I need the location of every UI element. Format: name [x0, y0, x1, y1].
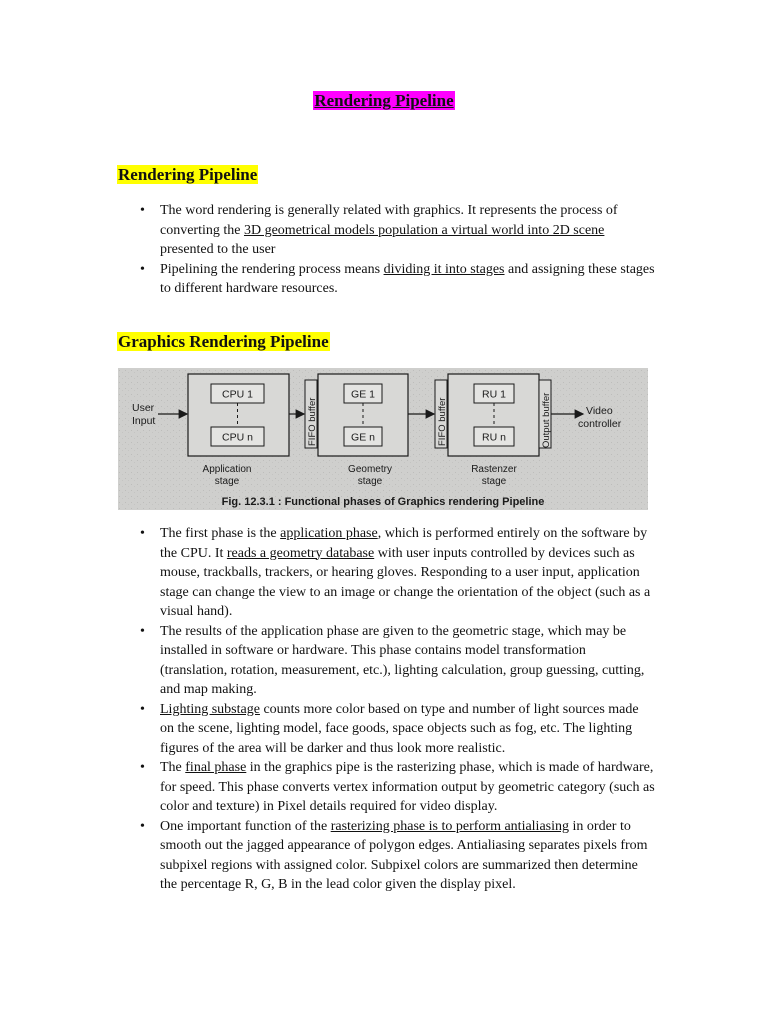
section-heading-text: Rendering Pipeline	[118, 165, 258, 184]
document-title-text: Rendering Pipeline	[314, 91, 454, 110]
fifo-buffer-1-label: FIFO buffer	[307, 397, 318, 446]
ru-1-label: RU 1	[482, 388, 506, 401]
ru-n-label: RU n	[482, 431, 506, 444]
pipeline-diagram	[118, 368, 648, 510]
list-item	[140, 700, 655, 759]
list-item	[140, 622, 655, 700]
section-heading-graphics-rendering-pipeline	[117, 331, 330, 353]
underlined-phrase: final phase	[185, 760, 247, 775]
underlined-phrase: Lighting substage	[160, 701, 260, 717]
list-item-text: The first phase is the	[160, 526, 281, 541]
document-title	[0, 90, 768, 112]
underlined-phrase: dividing it into stages	[383, 261, 505, 277]
bullet-list-intro	[140, 201, 655, 299]
video-controller-label-2: controller	[578, 418, 622, 430]
list-item-text: presented to the user	[160, 242, 276, 257]
list-item	[140, 817, 655, 895]
fifo-buffer-2-label: FIFO buffer	[437, 397, 448, 446]
rasterizer-stage-label-1: Rastenzer	[471, 464, 517, 475]
list-item-text: One important function of the	[160, 818, 331, 834]
list-item-text: The results of the application phase are given to the geometric stage, which may be installed in software or hardware. This phase contains model transformation (translation, rotation, measurement, etc.), lighting calculation, group guessing, cutting, and map making.	[160, 623, 645, 697]
section-heading-rendering-pipeline	[117, 164, 258, 186]
user-input-label-2: Input	[132, 415, 156, 427]
output-buffer-label: Output buffer	[541, 392, 552, 448]
cpu-1-label: CPU 1	[222, 388, 253, 401]
ge-n-label: GE n	[351, 431, 375, 444]
pipeline-diagram-figure	[118, 368, 648, 510]
cpu-n-label: CPU n	[222, 431, 253, 444]
underlined-phrase: rasterizing phase is to perform antialiasing	[330, 818, 570, 834]
list-item	[140, 260, 655, 299]
figure-caption: Fig. 12.3.1 : Functional phases of Graphics rendering Pipeline	[221, 496, 545, 508]
list-item	[140, 758, 655, 817]
list-item	[140, 201, 655, 260]
list-item-text: Pipelining the rendering process means	[160, 261, 384, 277]
application-stage-label-1: Application	[202, 464, 252, 475]
list-item	[140, 524, 655, 622]
underlined-phrase: application phase	[280, 526, 378, 541]
user-input-label-1: User	[132, 402, 155, 414]
video-controller-label-1: Video	[586, 405, 613, 417]
geometry-stage-label-2: stage	[357, 476, 383, 487]
list-item-text: counts more color based on type and number of light sources made on the scene, lighting model, face goods, space objects such as fog, etc. The lighting figures of the area will be darker and thus look more realistic.	[160, 701, 639, 756]
rasterizer-stage-label-2: stage	[481, 476, 507, 487]
geometry-stage-label-1: Geometry	[348, 464, 392, 475]
application-stage-label-2: stage	[214, 476, 240, 487]
list-item-text: in the graphics pipe is the rasterizing phase, which is made of hardware, for speed. This phase converts vertex information output by geometric category (such as color and texture) in Pixel details required for video display.	[160, 760, 655, 814]
ge-1-label: GE 1	[351, 388, 375, 401]
list-item-text: with user inputs controlled by devices such as mouse, trackballs, trackers, or hearing gloves. Responding to a user input, application stage can change the view to an image or change the orientation of the object (such as a visual hand).	[160, 545, 651, 619]
bullet-list-phases	[140, 524, 655, 895]
list-item-text: , which is performed entirely on the software by the CPU. It	[160, 526, 648, 561]
list-item-text: The	[160, 760, 186, 775]
list-item-text: and assigning these stages to different hardware resources.	[160, 261, 655, 296]
underlined-phrase: 3D geometrical models population a virtual world into 2D scene	[243, 222, 605, 238]
section-heading-text: Graphics Rendering Pipeline	[118, 332, 329, 351]
list-item-text: The word rendering is generally related with graphics. It represents the process of converting the	[160, 203, 618, 238]
list-item-text: in order to smooth out the jagged appearance of polygon edges. Antialiasing separates pixels from subpixel regions with assigned color. Subpixel colors are summarized then determine the percentage R, G, B in the lead color given the display pixel.	[160, 818, 648, 892]
underlined-phrase: reads a geometry database	[226, 545, 375, 561]
